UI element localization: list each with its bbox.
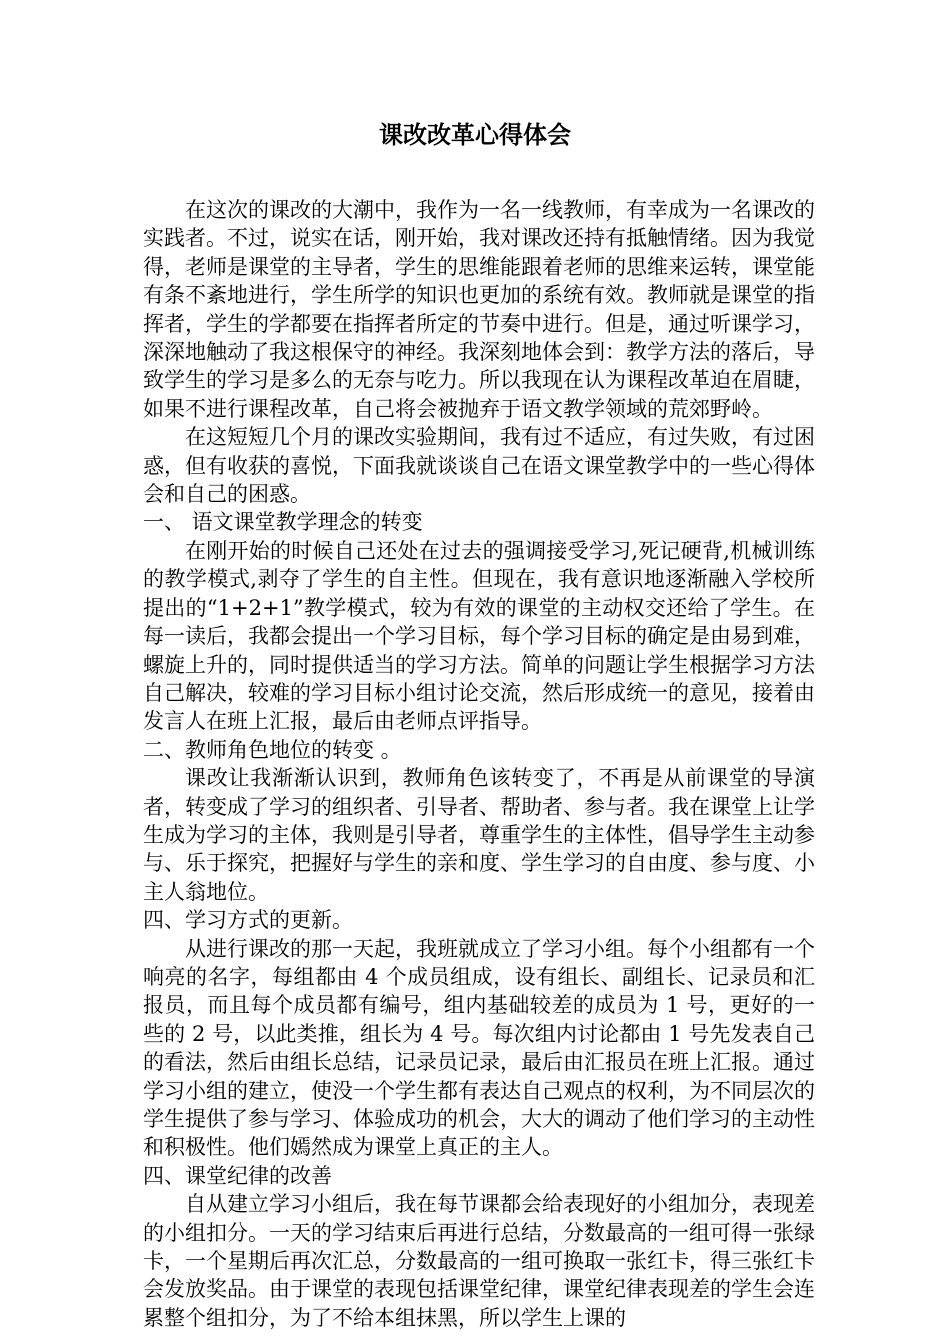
paragraph-learning-method: 从进行课改的那一天起，我班就成立了学习小组。每个小组都有一个响亮的名字，每组都由 4 个成员组成，设有组长、副组长、记录员和汇报员，而且每个成员都有编号，组内基础较差的成员为 1 号，更好的一些的 2 号，以此类推，组长为 4 号。每次组内讨论都由 1 号先发表自己的看法，然后由组长总结，记录员记录，最后由汇报员在班上汇报。通过学习小组的建立，使没一个学生都有表达自己观点的权利，为不同层次的学生提供了参与学习、体验成功的机会，大大的调动了他们学习的主动性和积极性。他们嫣然成为课堂上真正的主人。 bbox=[143, 936, 815, 1160]
section-heading-teaching-concept: 一、 语文课堂教学理念的转变 bbox=[143, 510, 423, 535]
paragraph-teaching-concept: 在刚开始的时候自己还处在过去的强调接受学习,死记硬背,机械训练的教学模式,剥夺了学生的自主性。但现在，我有意识地逐渐融入学校所提出的“1+2+1”教学模式，较为有效的课堂的主动权交还给了学生。在每一读后，我都会提出一个学习目标，每个学习目标的确定是由易到难，螺旋上升的，同时提供适当的学习方法。简单的问题让学生根据学习方法自己解决，较难的学习目标小组讨论交流，然后形成统一的意见，接着由发言人在班上汇报，最后由老师点评指导。 bbox=[143, 538, 815, 734]
paragraph-intro: 在这次的课改的大潮中，我作为一名一线教师，有幸成为一名课改的实践者。不过，说实在话，刚开始，我对课改还持有抵触情绪。因为我觉得，老师是课堂的主导者，学生的思维能跟着老师的思维来运转，课堂能有条不紊地进行，学生所学的知识也更加的系统有效。教师就是课堂的指挥者，学生的学都要在指挥者所定的节奏中进行。但是，通过听课学习，深深地触动了我这根保守的神经。我深刻地体会到：教学方法的落后，导致学生的学习是多么的无奈与吃力。所以我现在认为课程改革迫在眉睫，如果不进行课程改革，自己将会被抛弃于语文教学领域的荒郊野岭。 bbox=[143, 198, 815, 421]
paragraph-teacher-role: 课改让我渐渐认识到，教师角色该转变了，不再是从前课堂的导演者，转变成了学习的组织者、引导者、帮助者、参与者。我在课堂上让学生成为学习的主体，我则是引导者，尊重学生的主体性，倡导学生主动参与、乐于探究，把握好与学生的亲和度、学生学习的自由度、参与度、小主人翁地位。 bbox=[143, 766, 815, 904]
section-heading-classroom-discipline: 四、课堂纪律的改善 bbox=[143, 1163, 332, 1188]
document-body bbox=[143, 196, 815, 1332]
paragraph-classroom-discipline: 自从建立学习小组后，我在每节课都会给表现好的小组加分，表现差的小组扣分。一天的学习结束后再进行总结，分数最高的一组可得一张绿卡，一个星期后再次汇总，分数最高的一组可换取一张红卡，得三张红卡会发放奖品。由于课堂的表现包括课堂纪律，课堂纪律表现差的学生会连累整个组扣分，为了不给本组抹黑，所以学生上课的 bbox=[143, 1192, 815, 1330]
section-heading-teacher-role: 二、教师角色地位的转变 。 bbox=[143, 737, 402, 762]
section-heading-learning-method: 四、学习方式的更新。 bbox=[143, 908, 353, 933]
paragraph-overview: 在这短短几个月的课改实验期间，我有过不适应，有过失败，有过困惑，但有收获的喜悦，下面我就谈谈自己在语文课堂教学中的一些心得体会和自己的困惑。 bbox=[143, 425, 815, 507]
document-title: 课改改革心得体会 bbox=[379, 120, 571, 149]
